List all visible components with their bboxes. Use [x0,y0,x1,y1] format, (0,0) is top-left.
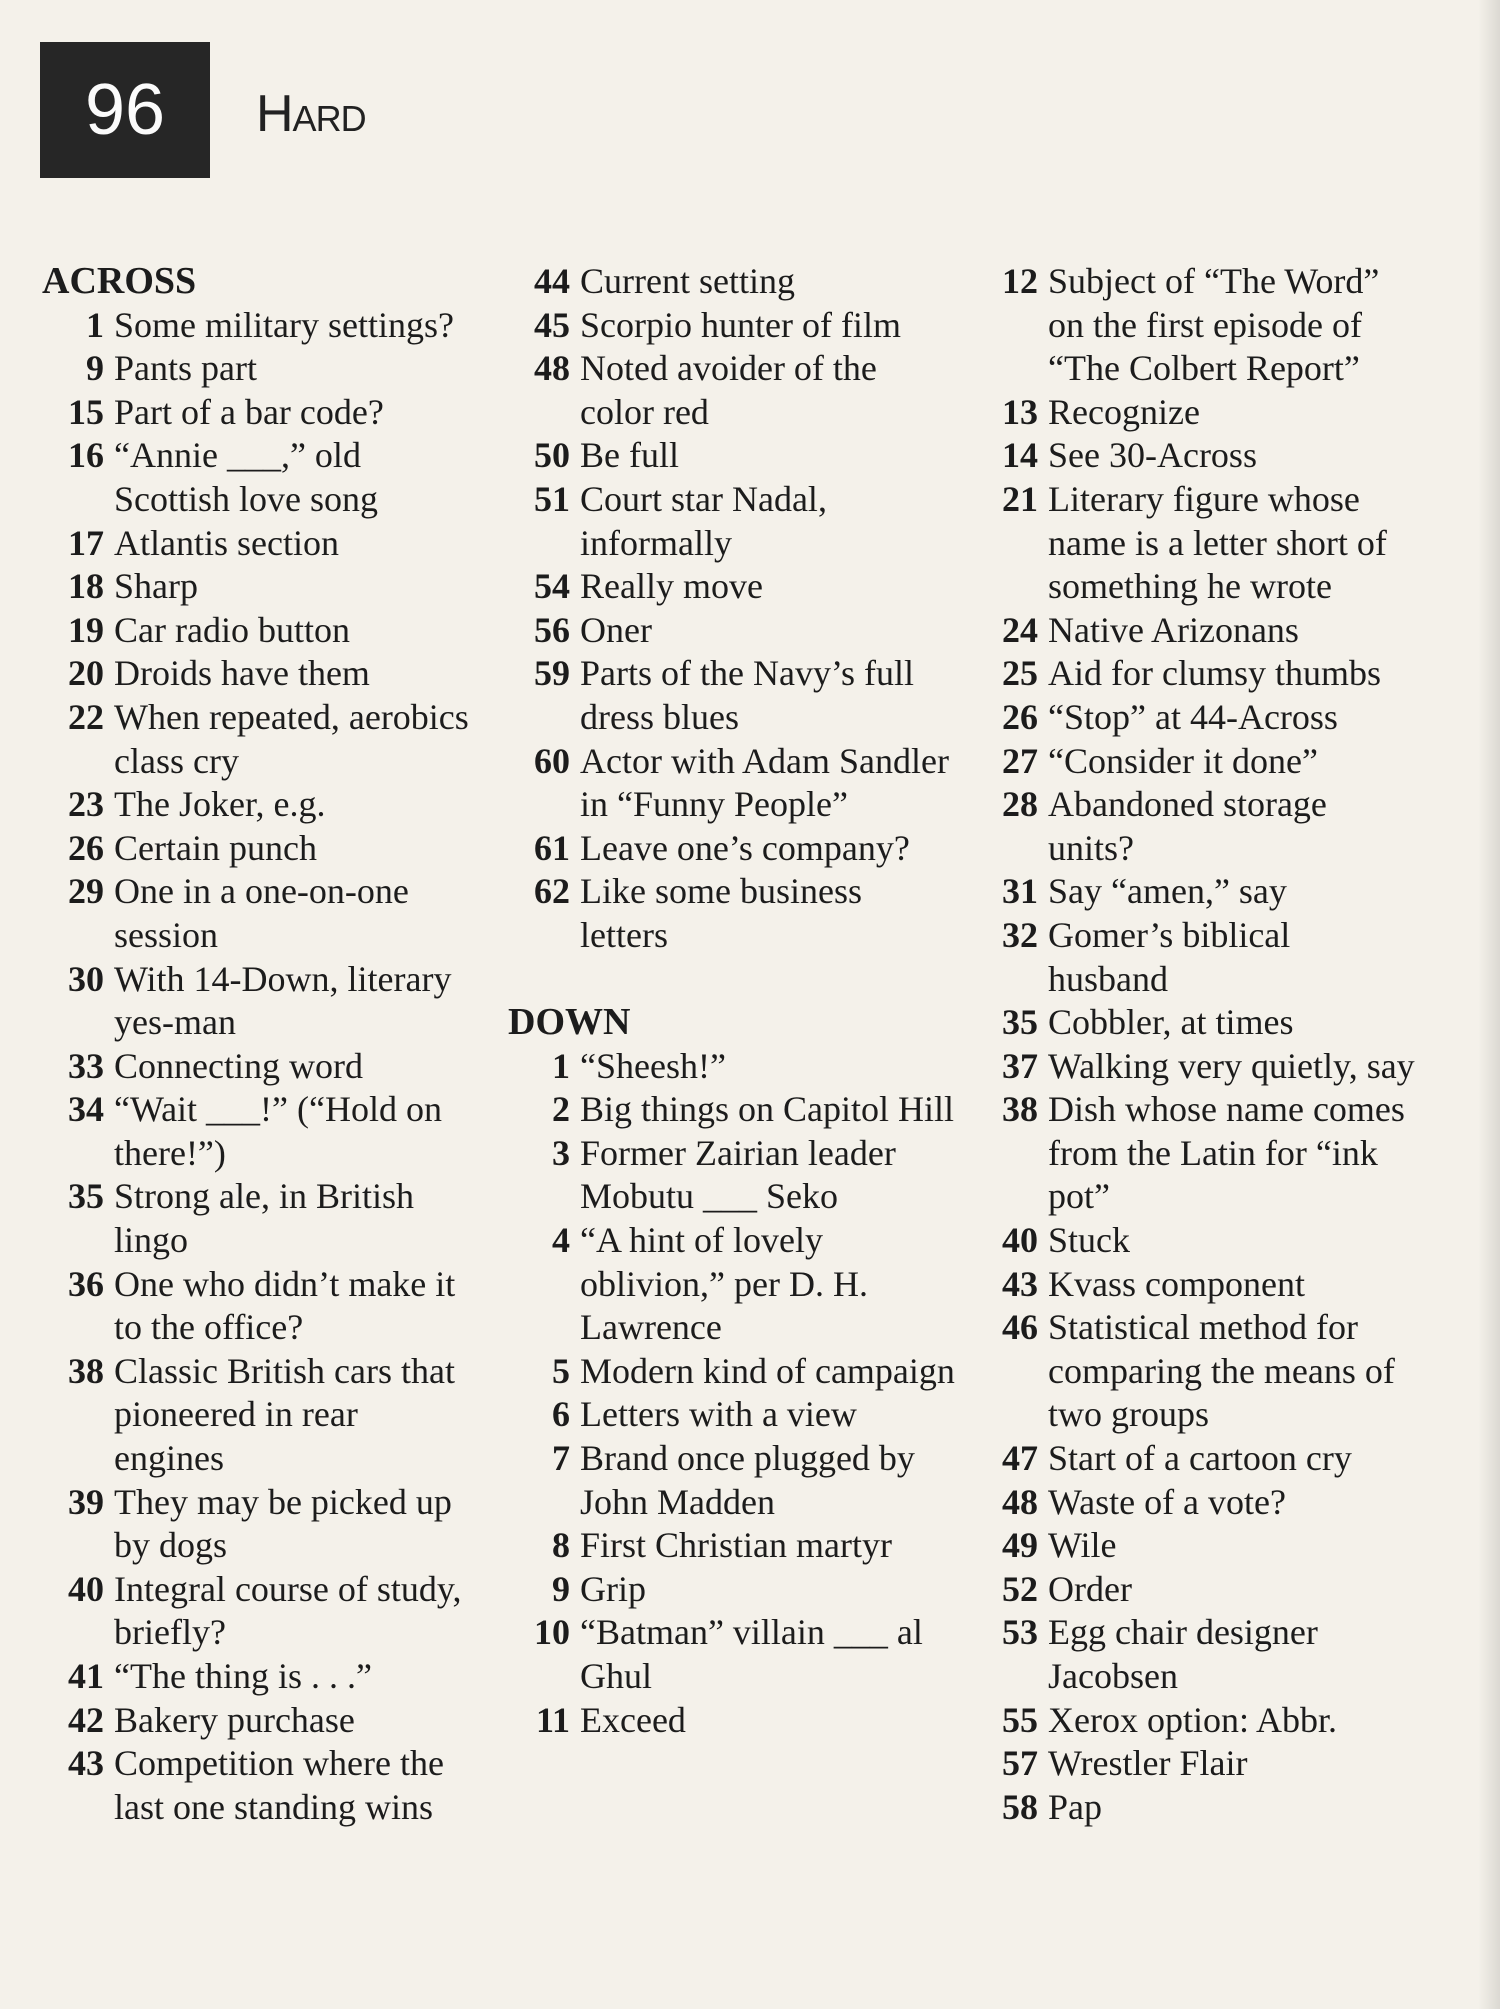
clue-number: 44 [534,261,570,301]
page-edge-shadow [1478,0,1500,2009]
clue-number: 22 [68,696,104,737]
clue-text: Native Arizonans [1048,609,1299,650]
clue-number: 1 [86,304,104,345]
across-clue [42,391,472,435]
clue-text: Brand once plugged by John Madden [580,1438,915,1522]
down-clue [508,1132,958,1219]
clue-text: One in a one-on-one session [114,871,409,955]
clue-text: Car radio button [114,609,350,650]
across-clue [42,1045,472,1089]
down-clue [976,914,1416,1001]
across-clue [42,1175,472,1262]
clue-text: One who didn’t make it to the office? [114,1263,456,1348]
clue-text: Court star Nadal, informally [580,478,827,563]
down-clue [508,1524,958,1568]
clue-number: 62 [534,871,570,912]
down-clue [976,1045,1416,1089]
down-clue [976,391,1416,435]
down-clue [508,1045,958,1089]
clue-number: 31 [1002,871,1038,912]
across-clue [42,434,472,521]
down-clue [508,1088,958,1132]
down-heading: DOWN [508,1001,631,1044]
clue-number: 43 [68,1743,104,1784]
across-clue [42,783,472,827]
clue-number: 43 [1002,1263,1038,1304]
clue-text: “Sheesh!” [580,1045,726,1086]
clue-number: 53 [1002,1612,1038,1653]
puzzle-number-box [40,42,210,178]
down-clue [976,1568,1416,1612]
clue-number: 24 [1002,609,1038,650]
clue-text: They may be picked up by dogs [114,1481,452,1566]
clue-text: Kvass component [1048,1263,1305,1304]
down-clue [976,1088,1416,1219]
clue-number: 58 [1002,1786,1038,1827]
clue-number: 50 [534,435,570,476]
clue-text: Big things on Capitol Hill [580,1089,955,1130]
clue-number: 7 [552,1438,570,1479]
clue-number: 35 [1002,1002,1038,1043]
clue-number: 56 [534,609,570,650]
clue-text: “A hint of lovely oblivion,” per D. H. Lawrence [580,1220,868,1348]
across-clue [42,696,472,783]
clue-number: 9 [86,348,104,389]
clue-number: 41 [68,1656,104,1696]
down-clue [976,740,1416,784]
clue-text: Oner [580,609,652,650]
clue-number: 40 [1002,1220,1038,1261]
clue-number: 59 [534,653,570,694]
across-clue [508,609,958,653]
clue-number: 5 [552,1350,570,1391]
clue-text: Strong ale, in British lingo [114,1176,414,1261]
clue-text: “The thing is . . .” [114,1656,372,1696]
clue-text: Actor with Adam Sandler in “Funny People” [580,740,949,825]
clue-number: 46 [1002,1307,1038,1348]
clue-number: 16 [68,435,104,476]
clue-number: 57 [1002,1743,1038,1784]
down-clue [976,1742,1416,1786]
down-clue [508,1350,958,1394]
clue-text: Competition where the last one standing wins [114,1743,444,1827]
clue-number: 60 [534,740,570,781]
clue-text: Wile [1048,1525,1117,1566]
across-clue [508,260,958,304]
down-clue [508,1699,958,1743]
clue-text: Pap [1048,1786,1102,1827]
down-clue [976,1001,1416,1045]
clue-text: Atlantis section [114,522,339,563]
clue-number: 3 [552,1132,570,1173]
clue-text: Stuck [1048,1220,1131,1261]
clue-text: Noted avoider of the color red [580,348,877,432]
clue-number: 6 [552,1394,570,1435]
clue-text: Leave one’s company? [580,827,910,868]
down-clue [976,1524,1416,1568]
down-clue [976,1263,1416,1307]
clue-number: 4 [552,1220,570,1261]
clue-number: 17 [68,522,104,563]
clue-number: 48 [534,348,570,389]
clue-number: 15 [68,391,104,432]
clue-number: 8 [552,1525,570,1566]
clue-text: Letters with a view [580,1394,857,1435]
clue-text: Exceed [580,1699,686,1740]
clue-text: Gomer’s biblical husband [1048,914,1291,999]
clue-number: 27 [1002,740,1038,781]
clue-number: 36 [68,1263,104,1304]
clue-text: When repeated, aerobics class cry [114,696,469,781]
clue-number: 20 [68,653,104,694]
clue-number: 2 [552,1089,570,1130]
clue-text: Bakery purchase [114,1699,355,1740]
clue-text: Subject of “The Word” on the first episode of “The Colbert Report” [1048,261,1380,389]
clue-column-3 [976,260,1416,1829]
clue-text: “Consider it done” [1048,740,1318,781]
across-clue [42,1263,472,1350]
across-clue [508,870,958,957]
clue-number: 13 [1002,391,1038,432]
clue-number: 32 [1002,914,1038,955]
puzzle-number: 96 [84,70,166,150]
clue-number: 51 [534,478,570,519]
down-clue [508,1437,958,1524]
clue-text: Parts of the Navy’s full dress blues [580,653,914,737]
clue-text: “Stop” at 44-Across [1048,696,1338,737]
across-clue [508,827,958,871]
clue-number: 10 [534,1612,570,1653]
clue-text: Current setting [580,261,795,301]
down-clue [508,1611,958,1698]
down-clue [508,1568,958,1612]
clue-text: “Batman” villain ___ al Ghul [580,1612,923,1696]
clue-text: Statistical method for comparing the means of two groups [1048,1307,1395,1435]
clue-text: The Joker, e.g. [114,784,326,825]
clue-number: 26 [68,827,104,868]
clue-text: “Annie ___,” old Scottish love song [114,435,379,519]
clue-number: 30 [68,958,104,999]
clue-number: 52 [1002,1568,1038,1609]
clue-text: Order [1048,1568,1132,1609]
down-clue [976,870,1416,914]
across-clue [508,478,958,565]
clue-number: 33 [68,1045,104,1086]
across-clue [508,434,958,478]
across-clue [42,347,472,391]
clue-number: 11 [535,1699,570,1740]
clue-text: Wrestler Flair [1048,1743,1248,1784]
across-clue [508,347,958,434]
across-clue [42,565,472,609]
clue-number: 38 [1002,1089,1038,1130]
clue-text: Integral course of study, briefly? [114,1568,462,1653]
across-clue [508,740,958,827]
clue-number: 29 [68,871,104,912]
clue-text: Egg chair designer Jacobsen [1048,1612,1318,1696]
across-clue [42,1568,472,1655]
down-clue [976,1699,1416,1743]
across-clue [42,1699,472,1743]
clue-number: 23 [68,784,104,825]
clue-text: Start of a cartoon cry [1048,1438,1352,1479]
across-clue [42,1481,472,1568]
across-clue [508,652,958,739]
down-clue [976,1306,1416,1437]
clue-text: Sharp [114,566,198,607]
clue-text: Part of a bar code? [114,391,384,432]
clue-text: Really move [580,566,763,607]
clue-text: Scorpio hunter of film [580,304,901,345]
down-clue [976,1786,1416,1830]
clue-text: Like some business letters [580,871,862,955]
clue-number: 54 [534,566,570,607]
across-clue [508,304,958,348]
across-clue [42,652,472,696]
clue-number: 21 [1002,478,1038,519]
clue-number: 49 [1002,1525,1038,1566]
down-clue [976,609,1416,653]
clue-number: 48 [1002,1481,1038,1522]
down-clue [976,1219,1416,1263]
down-clue [976,783,1416,870]
clue-text: Connecting word [114,1045,363,1086]
clue-text: With 14-Down, literary yes-man [114,958,452,1043]
across-clue [42,522,472,566]
down-clue [976,434,1416,478]
clue-number: 1 [552,1045,570,1086]
clue-column-2 [508,260,958,1742]
down-clue [976,696,1416,740]
clue-text: Recognize [1048,391,1200,432]
clue-text: Aid for clumsy thumbs [1048,653,1381,694]
clue-text: See 30-Across [1048,435,1257,476]
across-clue [42,1742,472,1829]
clue-number: 14 [1002,435,1038,476]
clue-number: 42 [68,1699,104,1740]
clue-number: 19 [68,609,104,650]
clue-number: 28 [1002,784,1038,825]
across-clue [42,609,472,653]
clue-text: “Wait ___!” (“Hold on there!”) [114,1089,442,1173]
clue-text: Be full [580,435,679,476]
clue-text: Literary figure whose name is a letter short of something he wrote [1048,478,1387,607]
clue-number: 45 [534,304,570,345]
across-clue [42,1350,472,1481]
down-clue [976,1481,1416,1525]
down-clue [508,1393,958,1437]
clue-number: 40 [68,1568,104,1609]
clue-number: 12 [1002,261,1038,301]
clue-text: Walking very quietly, say [1048,1045,1415,1086]
down-clue [976,1437,1416,1481]
across-clue [42,304,472,348]
down-clue [508,1219,958,1350]
clue-text: First Christian martyr [580,1525,892,1566]
clue-number: 25 [1002,653,1038,694]
clue-number: 35 [68,1176,104,1217]
clue-text: Classic British cars that pioneered in rear engines [114,1350,455,1479]
clue-number: 47 [1002,1438,1038,1479]
clue-number: 61 [534,827,570,868]
clue-text: Droids have them [114,653,370,694]
across-clue [508,565,958,609]
clue-number: 26 [1002,696,1038,737]
clue-number: 55 [1002,1699,1038,1740]
clue-number: 9 [552,1568,570,1609]
down-clue [976,652,1416,696]
down-clue [976,260,1416,391]
clue-text: Pants part [114,348,257,389]
clue-text: Modern kind of campaign [580,1350,955,1391]
across-heading: ACROSS [42,260,197,302]
down-clue [976,1611,1416,1698]
clue-number: 39 [68,1481,104,1522]
clue-text: Some military settings? [114,304,454,345]
across-clue [42,1088,472,1175]
clue-text: Grip [580,1568,646,1609]
clue-text: Dish whose name comes from the Latin for “ink pot” [1048,1089,1405,1217]
across-clue [42,958,472,1045]
across-clue [42,1655,472,1699]
clue-number: 38 [68,1350,104,1391]
clue-number: 18 [68,566,104,607]
clue-text: Xerox option: Abbr. [1048,1699,1337,1740]
clue-text: Former Zairian leader Mobutu ___ Seko [580,1132,896,1217]
across-clue [42,870,472,957]
clue-number: 34 [68,1089,104,1130]
clue-text: Waste of a vote? [1048,1481,1286,1522]
clue-text: Abandoned storage units? [1048,784,1327,868]
down-clue [976,478,1416,609]
clue-text: Cobbler, at times [1048,1002,1294,1043]
clue-text: Say “amen,” say [1048,871,1287,912]
clue-column-1 [42,260,472,1829]
difficulty-label: Hard [256,85,366,143]
clue-number: 37 [1002,1045,1038,1086]
clue-text: Certain punch [114,827,317,868]
across-clue [42,827,472,871]
